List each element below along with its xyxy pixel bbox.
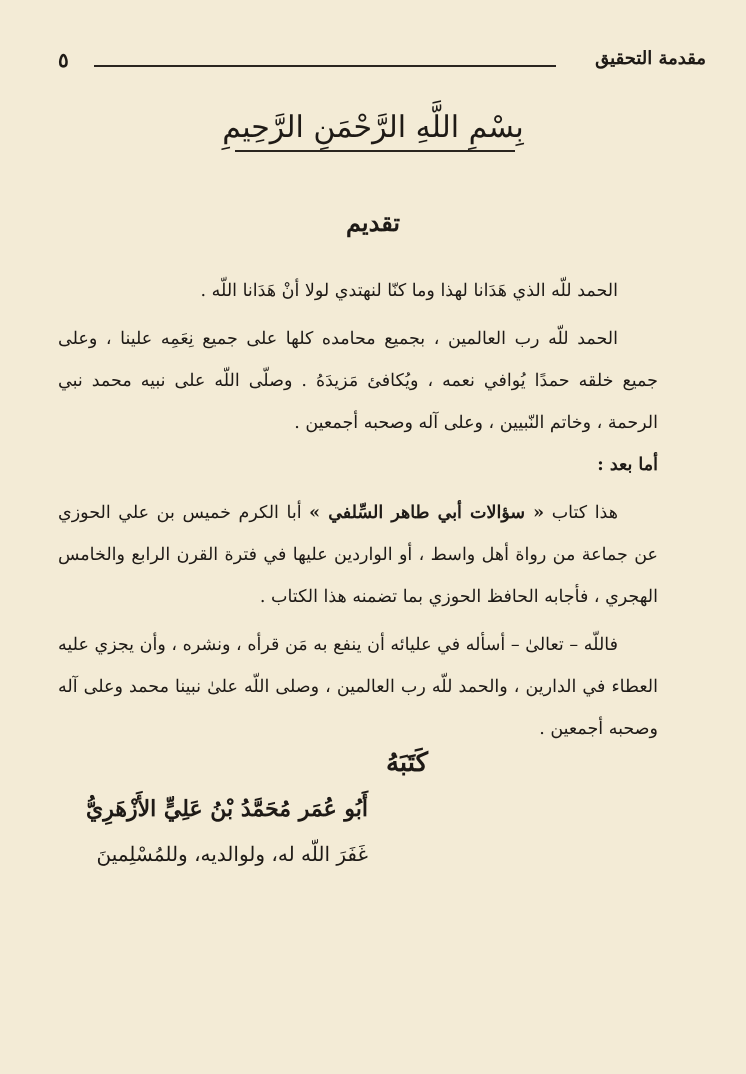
description-fragment: أبا الكرم خميس بن علي الحوزي عن جماعة من رواة أهل واسط ، أو الواردين عليها في فترة القرن الرابع والخامس الهجري ، فأجابه الحافظ الحوزي بما تضمنه هذا الكتاب . xyxy=(58,503,658,607)
page-heading: تقديم xyxy=(345,208,401,237)
signature-prayer: غَفَرَ اللّه له، ولوالديه، وللمُسْلِمينَ xyxy=(96,842,368,866)
signature-author-name: أَبُو عُمَر مُحَمَّدُ بْنُ عَلِيٍّ الأَزْهَرِيُّ xyxy=(86,796,368,822)
paragraph-book-description xyxy=(58,492,658,618)
paragraph-praise: الحمد للّه رب العالمين ، بجميع محامده كلها على جميع نِعَمِه علينا ، وعلى جميع خلقه حمدًا يُوافي نعمه ، ويُكافئ مَزيدَهُ . وصلّى اللّه على نبيه محمد نبي الرحمة ، وخاتم النّبيين ، وعلى آله وصحبه أجمعين . xyxy=(58,329,658,433)
book-title: « سؤالات أبي طاهر السِّلفي » xyxy=(309,503,545,523)
signature-wrote-by: كَتَبَهُ xyxy=(385,748,428,778)
paragraph-closing-prayer: فاللّه – تعالىٰ – أسأله في عليائه أن ينفع به مَن قرأه ، ونشره ، وأن يجزي عليه العطاء في الدارين ، والحمد للّه رب العالمين ، وصلى اللّه علىٰ نبينا محمد وعلى آله وصحبه أجمعين . xyxy=(58,635,658,739)
paragraph-amma-bad: أما بعد : xyxy=(597,455,658,475)
basmala: بِسْمِ اللَّهِ الرَّحْمَنِ الرَّحِيمِ xyxy=(222,110,524,145)
body-text xyxy=(58,270,658,750)
page-number: ٥ xyxy=(58,48,69,72)
section-title: مقدمة التحقيق xyxy=(595,48,706,69)
paragraph-opening: الحمد للّه الذي هَدَانا لهذا وما كنّا لنهتدي لولا أنْ هَدَانا اللّه . xyxy=(200,281,618,301)
running-header xyxy=(58,48,706,78)
basmala-underline xyxy=(235,150,515,152)
header-rule xyxy=(94,65,556,67)
intro-fragment: هذا كتاب xyxy=(544,503,618,523)
